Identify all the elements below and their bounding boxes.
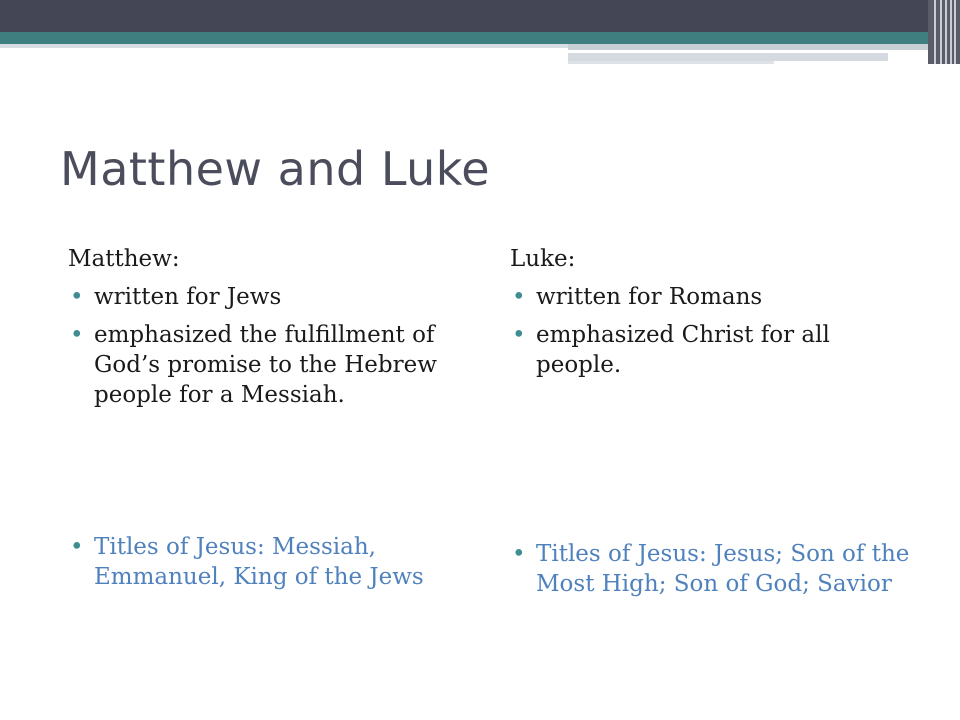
header-stripes [928, 0, 960, 64]
luke-titles-item [510, 539, 936, 599]
bullet-text: written for Jews [94, 284, 282, 310]
list-item [510, 320, 910, 380]
luke-column [510, 244, 910, 388]
list-item [68, 320, 460, 410]
bullet-icon: • [512, 284, 526, 310]
bullet-icon: • [70, 534, 84, 560]
slide-title: Matthew and Luke [60, 142, 491, 196]
list-item [68, 282, 460, 312]
matthew-column [68, 244, 460, 418]
header-banner [0, 0, 960, 32]
header-step-bar-lower [568, 53, 888, 61]
luke-bullet-list [510, 282, 910, 380]
bullet-text: emphasized the fulfillment of God’s promise to the Hebrew people for a Messiah. [94, 322, 437, 408]
bullet-icon: • [70, 284, 84, 310]
header-step-bar-bottom [568, 61, 774, 64]
matthew-titles-item [68, 532, 484, 592]
matthew-bullet-list [68, 282, 460, 410]
luke-titles-text: Titles of Jesus: Jesus; Son of the Most High; Son of God; Savior [536, 541, 910, 597]
bullet-text: written for Romans [536, 284, 763, 310]
bullet-icon: • [512, 541, 526, 567]
matthew-titles-text: Titles of Jesus: Messiah, Emmanuel, King of the Jews [94, 534, 424, 590]
matthew-heading: Matthew: [68, 246, 180, 272]
list-item [510, 282, 910, 312]
bullet-text: emphasized Christ for all people. [536, 322, 830, 378]
luke-heading: Luke: [510, 246, 576, 272]
bullet-icon: • [70, 322, 84, 348]
header-accent-bar [0, 32, 960, 44]
bullet-icon: • [512, 322, 526, 348]
